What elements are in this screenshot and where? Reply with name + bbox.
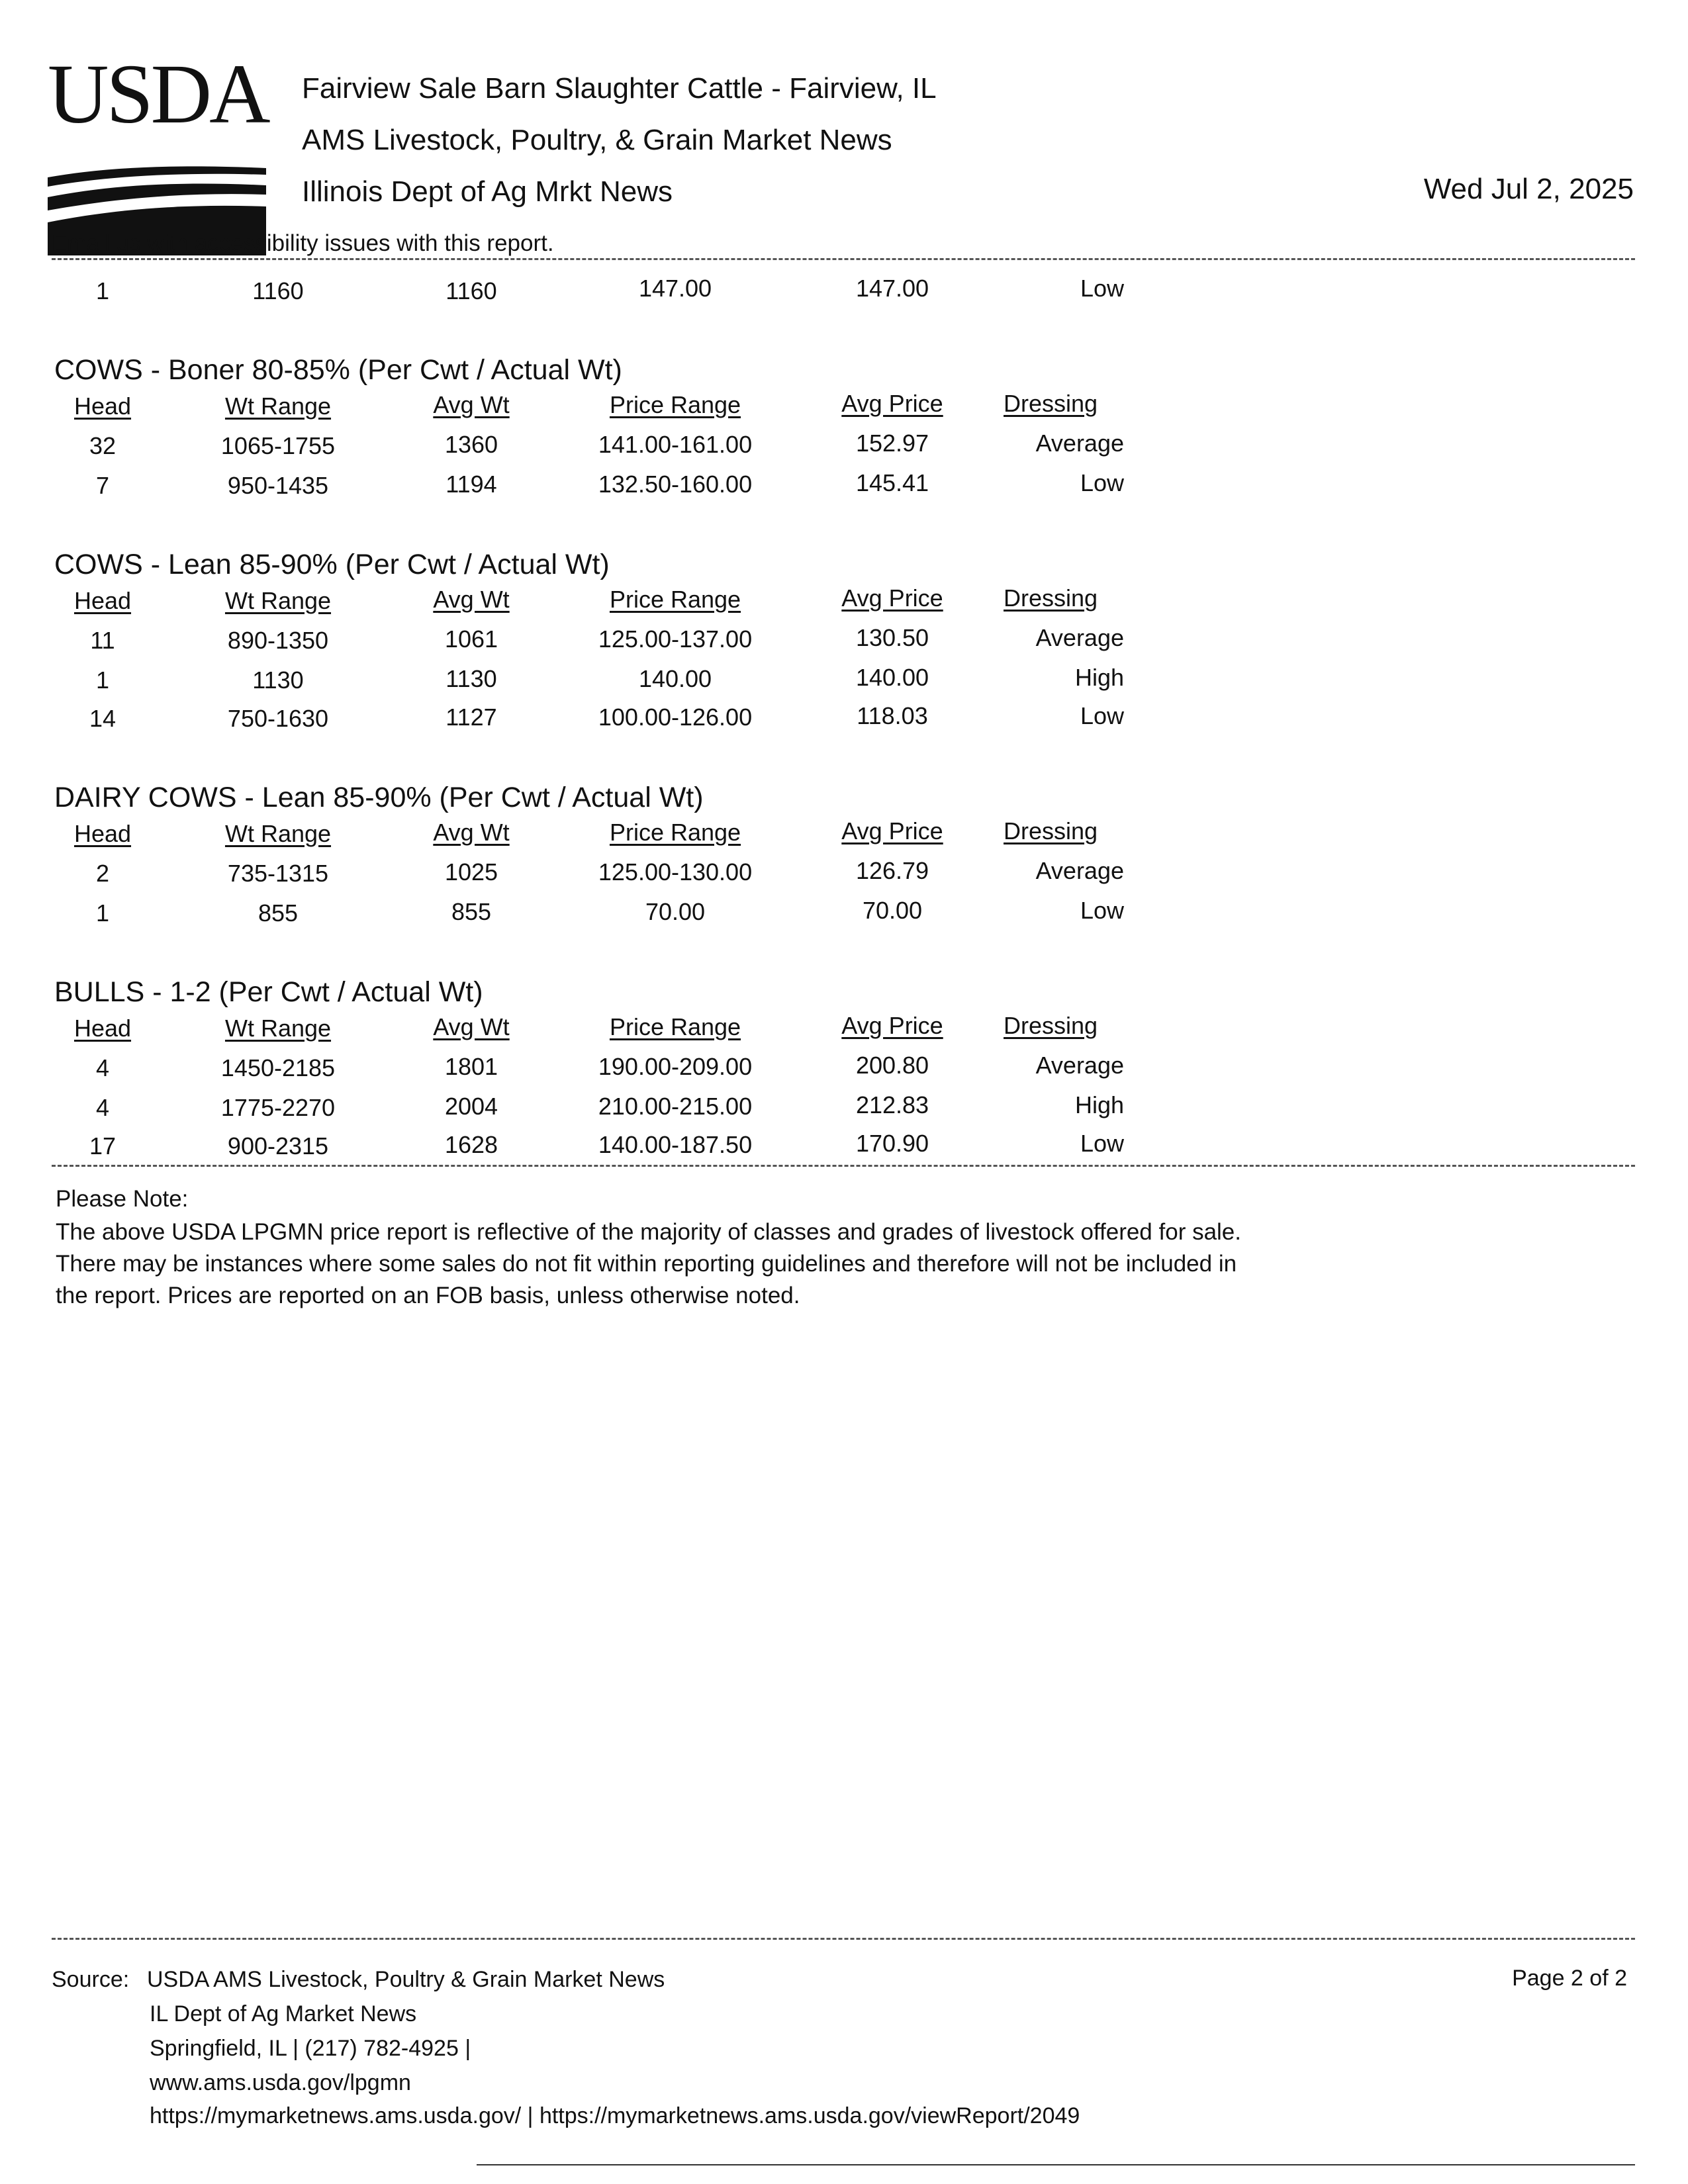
table-cell-price-range: 100.00-126.00 <box>598 704 753 731</box>
col-header-wt-range: Wt Range <box>224 587 332 614</box>
table-cell-price-range: 190.00-209.00 <box>598 1053 753 1080</box>
table-cell-head: 14 <box>89 705 117 732</box>
note-heading: Please Note: <box>56 1186 189 1212</box>
table-cell-wt-range: 855 <box>258 899 299 927</box>
col-header-head: Head <box>73 392 132 420</box>
table-cell-avg-price: 145.41 <box>855 469 929 496</box>
col-header-head: Head <box>73 587 132 614</box>
table-cell-dressing: Average <box>1035 857 1124 884</box>
report-title: Fairview Sale Barn Slaughter Cattle - Fairview, IL <box>302 72 937 105</box>
table-cell-dressing: High <box>1074 1091 1124 1118</box>
col-header-dressing: Dressing <box>1004 584 1098 612</box>
section-title-cows-boner: COWS - Boner 80-85% (Per Cwt / Actual Wt) <box>54 354 622 386</box>
table-cell-wt-range: 750-1630 <box>227 705 329 732</box>
footer-divider <box>52 1938 1635 1940</box>
accessibility-email-link[interactable]: Email us with accessibility issues with this report. <box>52 230 554 256</box>
table-cell-wt-range: 1450-2185 <box>220 1054 336 1081</box>
table-cell-dressing: Average <box>1035 624 1124 651</box>
note-line: the report. Prices are reported on an FOB basis, unless otherwise noted. <box>56 1283 800 1308</box>
section-title-bulls: BULLS - 1-2 (Per Cwt / Actual Wt) <box>54 976 483 1008</box>
table-cell-price-range: 141.00-161.00 <box>598 431 753 458</box>
note-line: The above USDA LPGMN price report is reflective of the majority of classes and grades of livestock offered for sale. <box>56 1219 1241 1245</box>
header-divider <box>52 258 1635 260</box>
col-header-avg-price: Avg Price <box>841 1012 943 1039</box>
col-header-wt-range: Wt Range <box>224 820 332 847</box>
col-header-avg-wt: Avg Wt <box>433 819 510 846</box>
carryover-head: 1 <box>95 277 110 304</box>
col-header-dressing: Dressing <box>1004 817 1098 844</box>
table-cell-head: 1 <box>95 899 110 927</box>
table-cell-price-range: 140.00 <box>638 665 712 692</box>
table-cell-dressing: Low <box>1080 1130 1124 1157</box>
usda-logo <box>48 47 273 210</box>
table-cell-price-range: 125.00-137.00 <box>598 625 753 653</box>
carryover-wt-range: 1160 <box>252 277 304 304</box>
table-cell-avg-price: 130.50 <box>855 624 929 651</box>
carryover-dressing: Low <box>1080 275 1124 302</box>
section-title-dairy-cows-lean: DAIRY COWS - Lean 85-90% (Per Cwt / Actual Wt) <box>54 782 704 813</box>
table-cell-head: 7 <box>95 472 110 499</box>
table-cell-dressing: Low <box>1080 897 1124 924</box>
carryover-avg-price: 147.00 <box>855 275 929 302</box>
footer-contact: Springfield, IL | (217) 782-4925 | <box>150 2036 471 2061</box>
table-cell-avg-wt: 2004 <box>444 1093 498 1120</box>
col-header-avg-wt: Avg Wt <box>433 391 510 418</box>
col-header-wt-range: Wt Range <box>224 1015 332 1042</box>
page-number: Page 2 of 2 <box>1512 1966 1627 1991</box>
report-date: Wed Jul 2, 2025 <box>1423 173 1634 205</box>
table-cell-head: 17 <box>89 1132 117 1160</box>
section-title-cows-lean: COWS - Lean 85-90% (Per Cwt / Actual Wt) <box>54 549 610 580</box>
table-cell-head: 11 <box>90 627 115 654</box>
table-cell-head: 1 <box>95 666 110 694</box>
table-cell-avg-price: 140.00 <box>855 664 929 691</box>
col-header-price-range: Price Range <box>609 819 741 846</box>
col-header-avg-price: Avg Price <box>841 817 943 844</box>
col-header-dressing: Dressing <box>1004 390 1098 417</box>
table-cell-avg-wt: 1801 <box>444 1053 498 1080</box>
table-cell-head: 2 <box>95 860 110 887</box>
table-cell-wt-range: 1130 <box>252 666 304 694</box>
table-cell-price-range: 140.00-187.50 <box>598 1131 753 1158</box>
table-cell-avg-wt: 1127 <box>445 704 497 731</box>
table-cell-dressing: High <box>1074 664 1124 691</box>
table-cell-wt-range: 890-1350 <box>227 627 329 654</box>
table-cell-dressing: Low <box>1080 702 1124 729</box>
table-cell-avg-price: 126.79 <box>855 857 929 884</box>
col-header-dressing: Dressing <box>1004 1012 1098 1039</box>
report-office: Illinois Dept of Ag Mrkt News <box>302 175 673 208</box>
table-cell-avg-wt: 1025 <box>444 858 498 886</box>
table-cell-dressing: Average <box>1035 430 1124 457</box>
footer-source-label: Source: <box>52 1967 130 1992</box>
table-cell-avg-price: 70.00 <box>862 897 923 924</box>
table-cell-avg-wt: 1360 <box>444 431 498 458</box>
logo-wordmark: USDA <box>48 47 268 141</box>
table-divider <box>52 1165 1635 1167</box>
table-cell-head: 4 <box>95 1054 110 1081</box>
table-cell-avg-price: 170.90 <box>855 1130 929 1157</box>
table-cell-price-range: 70.00 <box>645 898 706 925</box>
table-cell-wt-range: 735-1315 <box>227 860 329 887</box>
footer-source-line: IL Dept of Ag Market News <box>150 2001 417 2026</box>
table-cell-avg-wt: 1194 <box>445 471 497 498</box>
col-header-price-range: Price Range <box>609 1013 741 1040</box>
col-header-price-range: Price Range <box>609 586 741 613</box>
footer-report-links[interactable]: https://mymarketnews.ams.usda.gov/ | https://mymarketnews.ams.usda.gov/viewReport/2049 <box>150 2103 1080 2128</box>
col-header-wt-range: Wt Range <box>224 392 332 420</box>
table-cell-dressing: Average <box>1035 1052 1124 1079</box>
table-cell-avg-wt: 855 <box>451 898 492 925</box>
bottom-rule <box>477 2164 1635 2165</box>
table-cell-avg-wt: 1130 <box>445 665 497 692</box>
table-cell-dressing: Low <box>1080 469 1124 496</box>
report-publisher: AMS Livestock, Poultry, & Grain Market News <box>302 124 892 156</box>
footer-website-link[interactable]: www.ams.usda.gov/lpgmn <box>150 2070 411 2095</box>
carryover-avg-wt: 1160 <box>445 277 497 304</box>
table-cell-price-range: 132.50-160.00 <box>598 471 753 498</box>
table-cell-avg-wt: 1628 <box>444 1131 498 1158</box>
col-header-head: Head <box>73 820 132 847</box>
carryover-price-range: 147.00 <box>638 275 712 302</box>
table-cell-wt-range: 950-1435 <box>227 472 329 499</box>
col-header-avg-wt: Avg Wt <box>433 586 510 613</box>
table-cell-avg-price: 118.03 <box>857 702 928 729</box>
table-cell-head: 32 <box>89 432 117 459</box>
note-line: There may be instances where some sales do not fit within reporting guidelines and therefore will not be included in <box>56 1251 1237 1277</box>
table-cell-wt-range: 1065-1755 <box>220 432 336 459</box>
table-cell-avg-price: 152.97 <box>855 430 929 457</box>
table-cell-wt-range: 900-2315 <box>227 1132 329 1160</box>
col-header-head: Head <box>73 1015 132 1042</box>
col-header-avg-price: Avg Price <box>841 390 943 417</box>
col-header-avg-price: Avg Price <box>841 584 943 612</box>
table-cell-price-range: 125.00-130.00 <box>598 858 753 886</box>
footer-source-line: USDA AMS Livestock, Poultry & Grain Market News <box>147 1967 665 1992</box>
table-cell-head: 4 <box>95 1094 110 1121</box>
table-cell-avg-price: 200.80 <box>855 1052 929 1079</box>
table-cell-price-range: 210.00-215.00 <box>598 1093 753 1120</box>
table-cell-avg-wt: 1061 <box>444 625 498 653</box>
table-cell-avg-price: 212.83 <box>855 1091 929 1118</box>
col-header-avg-wt: Avg Wt <box>433 1013 510 1040</box>
col-header-price-range: Price Range <box>609 391 741 418</box>
table-cell-wt-range: 1775-2270 <box>220 1094 336 1121</box>
